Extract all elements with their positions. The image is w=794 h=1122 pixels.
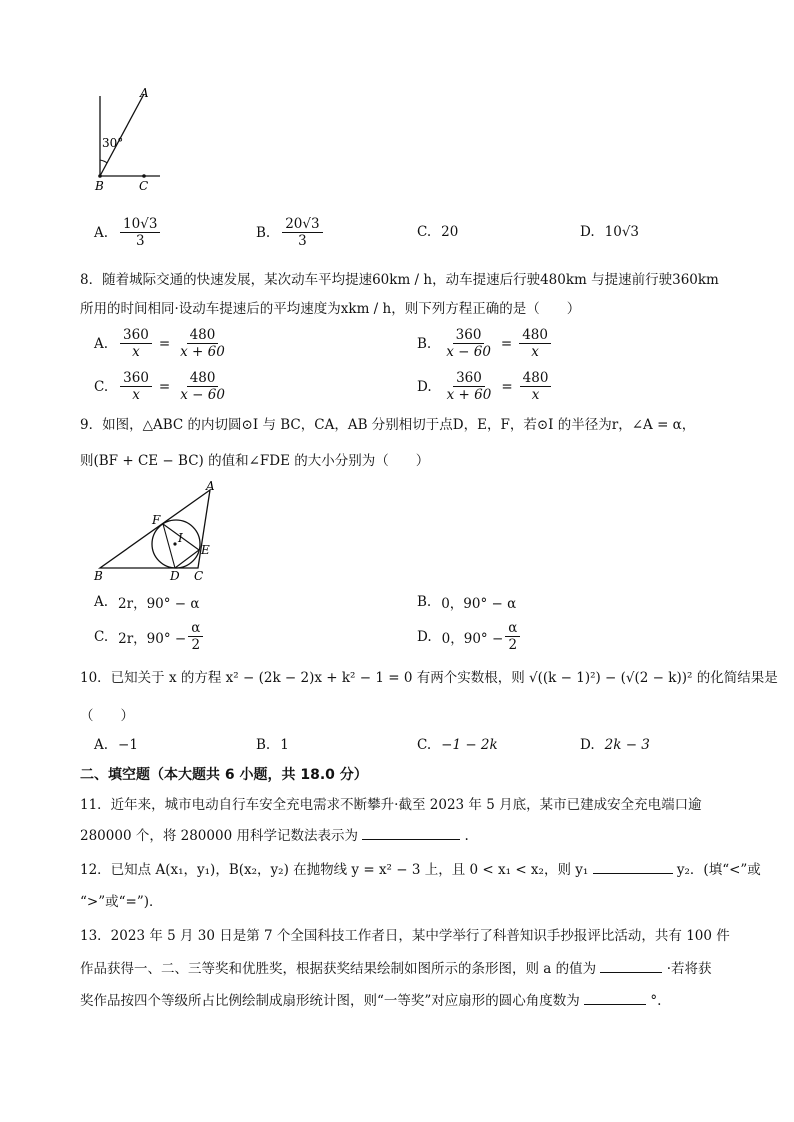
option-label: B. [417,594,432,610]
q13-answer-blank-a[interactable] [600,958,662,973]
fig9-label-b: B [94,569,103,583]
denominator: x [132,344,140,360]
q11-stem-line2 [80,825,469,846]
q13-answer-blank-angle[interactable] [584,990,646,1005]
q9-option-d[interactable] [417,620,522,653]
q13-text: 奖作品按四个等级所占比例绘制成扇形统计图，则“一等奖”对应扇形的圆心角度数为 [80,993,580,1009]
q7-a-fraction [120,216,160,249]
fig9-label-f: F [152,513,161,527]
section-title: 二、填空题（本大题共 6 小题，共 18.0 分） [80,767,368,783]
q12-stem-line2: “>”或“=”)． [80,894,163,910]
option-text: 1 [280,737,289,753]
q13-stem-line1: 13．2023 年 5 月 30 日是第 7 个全国科技工作者日，某中学举行了科普知识手抄报评比活动，共有 100 件 [80,928,730,944]
option-label: A. [94,335,109,352]
numerator: α [188,620,203,637]
denominator: x − 60 [180,387,225,403]
q9-option-b[interactable] [417,592,516,612]
q8-option-a[interactable] [94,327,230,360]
q7-figure [88,84,168,194]
option-label: C. [417,737,432,753]
option-text: −1 [118,737,138,753]
equals-sign: = [158,335,171,352]
option-label: D. [580,224,595,240]
option-label: B. [256,224,271,241]
q8-stem-line2: 所用的时间相同·设动车提速后的平均速度为xkm / h，则下列方程正确的是（ ） [80,301,581,317]
q10-option-c[interactable] [417,737,498,753]
rhs-fraction [519,327,551,360]
q12-stem-line1 [80,859,761,880]
q13-stem-line2 [80,958,712,979]
equals-sign: = [500,335,513,352]
option-text: 0，90° − α [441,596,517,612]
equals-sign: = [501,378,513,395]
option-text: 2r，90° − [118,630,187,647]
numerator: 480 [519,327,551,344]
q13-text: °. [650,993,662,1009]
q12-text: 12．已知点 A(x₁，y₁)，B(x₂，y₂) 在抛物线 y = x² − 3 上，且 0 < x₁ < x₂，则 y₁ [80,862,589,878]
option-text: 20 [441,224,459,240]
q9-figure [88,478,228,584]
fig9-label-i: I [178,531,183,545]
numerator: 360 [453,327,485,344]
q7-option-b[interactable] [256,216,325,249]
denominator: x [531,344,539,360]
q8-option-b[interactable] [417,327,553,360]
q13-text: ·若将获 [666,961,712,977]
denominator: 3 [135,233,145,249]
rhs-fraction [177,370,228,403]
option-label: C. [94,378,109,395]
q9-stem-line1: 9．如图，△ABC 的内切圆⊙I 与 BC，CA，AB 分别相切于点D，E，F，若⊙I 的半径为r，∠A = α， [80,417,696,433]
lhs-fraction [444,370,495,403]
q10-option-d[interactable] [580,737,650,753]
denominator: x − 60 [446,344,491,360]
option-label: B. [256,737,271,753]
denominator: x + 60 [446,387,492,403]
numerator: 480 [520,370,552,387]
option-text: 0，90° − [441,630,504,647]
option-label: C. [94,628,109,645]
fig7-label-a: A [140,86,149,100]
q8-option-d[interactable] [417,370,553,403]
q7-option-a[interactable] [94,216,162,249]
option-text: −1 − 2k [441,737,498,753]
option-label: A. [94,737,109,753]
fig7-label-b: B [95,179,104,193]
q11-answer-blank[interactable] [362,825,460,840]
q12-text-end: y₂．(填“<”或 [676,862,761,878]
q11-stem-line1: 11．近年来，城市电动自行车安全充电需求不断攀升·截至 2023 年 5 月底，某市已建成安全充电端口逾 [80,797,702,813]
option-label: D. [417,628,432,645]
q7-option-d[interactable] [580,224,639,240]
q12-answer-blank[interactable] [593,859,673,874]
option-text: 2r，90° − α [118,596,200,612]
fig9-label-a: A [206,479,215,493]
option-label: B. [417,335,432,352]
fig7-angle: 30° [102,136,124,150]
fig9-label-e: E [201,543,210,557]
numerator: 480 [187,370,219,387]
denominator: 2 [191,637,201,653]
q10-stem-line2: （ ） [80,708,134,724]
q8-option-c[interactable] [94,370,230,403]
numerator: α [505,620,520,637]
option-text: 10√3 [604,224,640,240]
option-label: D. [580,737,595,753]
q10-option-a[interactable] [94,737,138,753]
option-label: C. [417,224,432,240]
q10-stem-line1: 10．已知关于 x 的方程 x² − (2k − 2)x + k² − 1 = 0 有两个实数根，则 √((k − 1)²) − (√(2 − k))² 的化简结果是 [80,670,778,686]
q8-stem-line1: 8．随着城际交通的快速发展，某次动车平均提速60km / h，动车提速后行驶480km 与提速前行驶360km [80,272,719,288]
numerator: 360 [453,370,485,387]
numerator: 10√3 [120,216,160,233]
option-label: D. [417,378,432,395]
q9-stem-line2: 则(BF + CE − BC) 的值和∠FDE 的大小分别为（ ） [80,453,430,469]
numerator: 480 [187,327,219,344]
q13-text: 作品获得一、二、三等奖和优胜奖，根据获奖结果绘制如图所示的条形图，则 a 的值为 [80,961,597,977]
q9-option-c[interactable] [94,620,205,653]
half-alpha-fraction [188,620,203,653]
numerator: 20√3 [282,216,322,233]
q11-end: . [464,828,469,844]
lhs-fraction [120,370,152,403]
half-alpha-fraction [505,620,520,653]
denominator: x + 60 [180,344,225,360]
option-label: A. [94,224,109,241]
q7-option-c[interactable] [417,224,458,240]
numerator: 360 [120,327,152,344]
denominator: 2 [508,637,518,653]
fig7-label-c: C [139,179,149,193]
q11-text: 280000 个，将 280000 用科学记数法表示为 [80,828,358,844]
denominator: x [531,387,540,403]
fig9-label-c: C [194,569,204,583]
equals-sign: = [158,378,171,395]
option-label: A. [94,594,109,610]
lhs-fraction [120,327,152,360]
fig9-label-d: D [170,569,180,583]
lhs-fraction [443,327,494,360]
rhs-fraction [177,327,228,360]
denominator: x [132,387,140,403]
q7-b-fraction [282,216,322,249]
numerator: 360 [120,370,152,387]
rhs-fraction [520,370,552,403]
option-text: 2k − 3 [604,737,650,753]
q13-stem-line3 [80,990,661,1011]
denominator: 3 [298,233,307,249]
q10-option-b[interactable] [256,737,289,753]
q9-option-a[interactable] [94,592,200,612]
